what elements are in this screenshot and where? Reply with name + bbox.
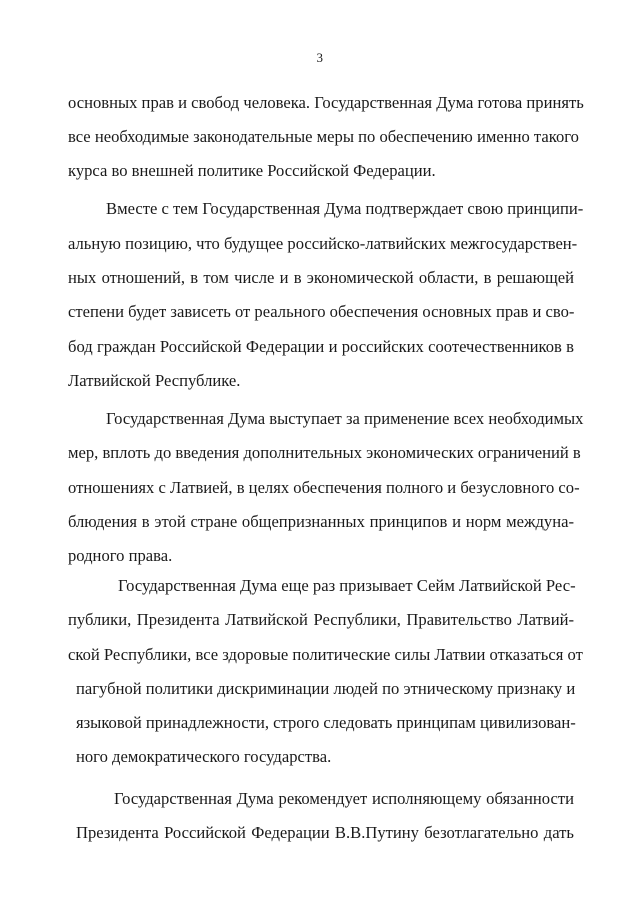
text-line: Государственная Дума рекомендует исполняющему обязанности bbox=[114, 789, 574, 808]
text-line: Государственная Дума выступает за применение всех необходимых bbox=[106, 409, 584, 428]
page-number: 3 bbox=[316, 50, 324, 65]
text-line: ных отношений, в том числе и в экономической области, в решающей bbox=[68, 268, 574, 287]
text-line: отношениях с Латвией, в целях обеспечения полного и безусловного со- bbox=[68, 478, 580, 497]
text-line: ного демократического государства. bbox=[76, 747, 332, 766]
text-line: языковой принадлежности, строго следовать принципам цивилизован- bbox=[76, 713, 576, 732]
text-line: Вместе с тем Государственная Дума подтверждает свою принципи- bbox=[106, 199, 584, 218]
text-line: ской Республики, все здоровые политические силы Латвии отказаться от bbox=[68, 645, 583, 664]
text-line: все необходимые законодательные меры по обеспечению именно такого bbox=[68, 127, 579, 146]
text-line: блюдения в этой стране общепризнанных принципов и норм междуна- bbox=[68, 512, 574, 531]
text-line: бод граждан Российской Федерации и российских соотечественников в bbox=[68, 337, 574, 356]
text-line: Государственная Дума еще раз призывает Сейм Латвийской Рес- bbox=[118, 576, 576, 595]
text-line: основных прав и свобод человека. Государственная Дума готова принять bbox=[68, 93, 584, 112]
text-line: альную позицию, что будущее российско-латвийских межгосударствен- bbox=[68, 234, 578, 253]
text-line: родного права. bbox=[68, 546, 173, 565]
text-line: мер, вплоть до введения дополнительных экономических ограничений в bbox=[68, 443, 581, 462]
text-line: пагубной политики дискриминации людей по этническому признаку и bbox=[76, 679, 576, 698]
text-line: Президента Российской Федерации В.В.Путину безотлагательно дать bbox=[76, 823, 574, 842]
text-line: степени будет зависеть от реального обеспечения основных прав и сво- bbox=[68, 302, 575, 321]
text-line: курса во внешней политике Российской Федерации. bbox=[68, 161, 436, 180]
text-line: Латвийской Республике. bbox=[68, 371, 241, 390]
text-line: публики, Президента Латвийской Республики, Правительство Латвий- bbox=[68, 610, 574, 629]
